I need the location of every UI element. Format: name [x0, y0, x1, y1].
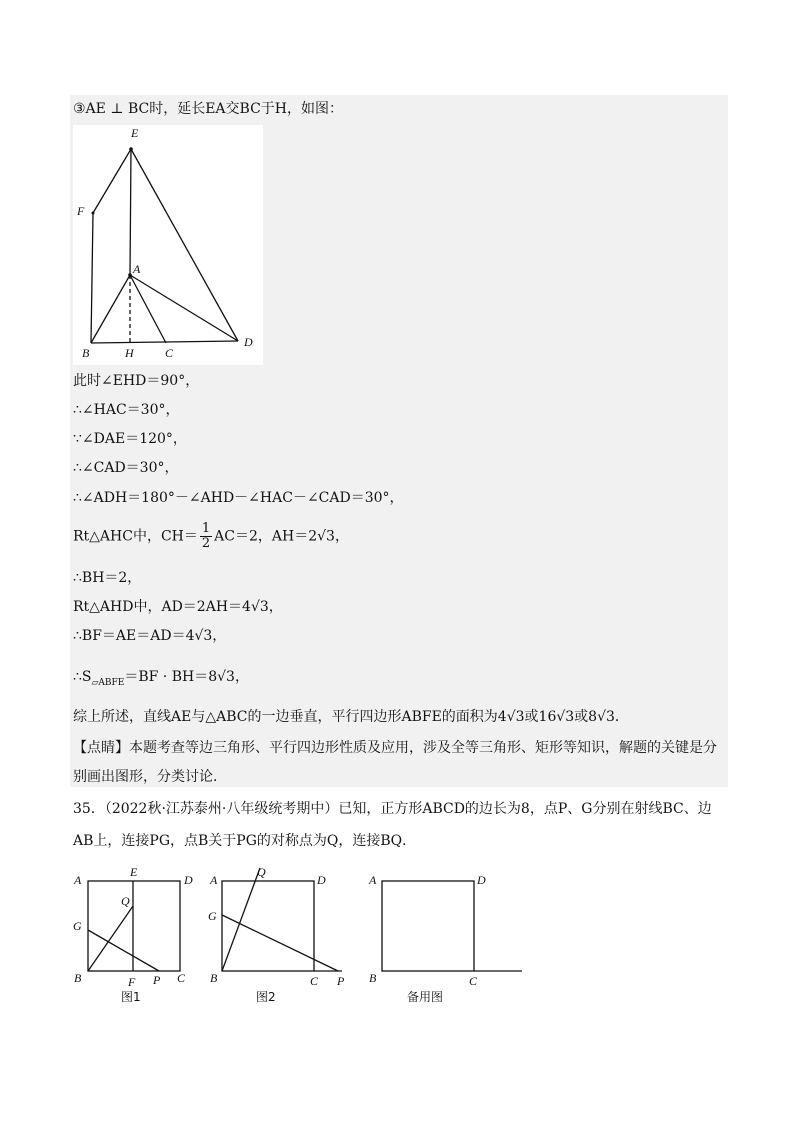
fig1-label-G: G: [73, 919, 82, 933]
fig1-label-Q: Q: [121, 894, 130, 908]
solution-line-10: ∴BF＝AE＝AD＝4√3，: [73, 628, 227, 644]
square-ABCD-fig3: [382, 881, 474, 971]
solution-line-8: ∴BH＝2，: [73, 570, 142, 586]
segment-FB: [91, 213, 93, 343]
point-E: [129, 147, 133, 151]
line11-subscript: ▱ABFE: [91, 678, 125, 688]
square-ABCD-fig2: [222, 881, 314, 971]
fig2-label-A: A: [210, 873, 218, 887]
problem-line-2: AB上，连接PG，点B关于PG的对称点为Q，连接BQ．: [73, 833, 417, 849]
label-H: H: [125, 346, 134, 360]
solution-line-4: ∵∠DAE＝120°，: [73, 431, 187, 447]
solution-line-6: ∴∠ADH＝180°－∠AHD－∠HAC－∠CAD＝30°，: [73, 490, 404, 506]
fig1-label-C: C: [177, 971, 186, 985]
fig1-label-E: E: [130, 865, 138, 879]
fig1-label-A: A: [74, 873, 82, 887]
line11-suffix: ＝BF · BH＝8√3，: [124, 669, 249, 685]
fig3-label-C: C: [469, 974, 478, 988]
fig1-label-D: D: [184, 873, 193, 887]
solution-line-11: [73, 668, 249, 692]
figure-1: [88, 881, 180, 971]
square-ABCD-fig1: [88, 881, 180, 971]
label-D: D: [244, 335, 253, 349]
segment-ED: [131, 149, 238, 341]
solution-line-13: 【点睛】本题考查等边三角形、平行四边形性质及应用，涉及全等三角形、矩形等知识，解题的关键是分: [73, 740, 717, 756]
solution-line-7: [73, 522, 349, 551]
line7-suffix: AC＝2，AH＝2√3，: [214, 528, 349, 545]
segment-EA: [130, 149, 131, 275]
figure-3-caption: 备用图: [407, 990, 444, 1004]
solution-line-14: 别画出图形，分类讨论．: [73, 769, 227, 785]
figure-triangle-svg: [73, 125, 263, 365]
label-A: A: [133, 262, 141, 276]
segment-GP-fig2: [222, 915, 338, 971]
fig2-label-Q: Q: [257, 865, 266, 879]
label-F: F: [77, 204, 85, 218]
figure-2-caption: 图2: [256, 990, 276, 1004]
fig3-label-D: D: [477, 873, 486, 887]
solution-line-5: ∴∠CAD＝30°，: [73, 460, 179, 476]
label-C: C: [165, 346, 174, 360]
solution-line-2: 此时∠EHD＝90°，: [73, 373, 200, 389]
figure-triangle-parallelogram: [73, 125, 263, 365]
square-figures-svg: [60, 860, 540, 1010]
segment-BQ-fig2: [222, 868, 260, 971]
fig2-label-B: B: [210, 971, 218, 985]
fig2-label-G: G: [208, 909, 217, 923]
label-E: E: [131, 126, 139, 140]
point-A: [128, 273, 132, 277]
line11-prefix: ∴S: [73, 669, 92, 685]
label-B: B: [82, 346, 90, 360]
solution-line-1: ③AE ⊥ BC时，延长EA交BC于H，如图：: [73, 101, 344, 117]
segment-AB: [91, 275, 130, 343]
figure-3: [382, 881, 522, 971]
fig2-label-D: D: [317, 873, 326, 887]
segment-AD: [130, 275, 238, 341]
solution-line-12: 综上所述，直线AE与△ABC的一边垂直，平行四边形ABFE的面积为4√3或16√3或8√3．: [73, 709, 629, 725]
figure-1-caption: 图1: [121, 990, 141, 1004]
point-F: [92, 212, 95, 215]
fraction-denominator: 2: [201, 536, 211, 551]
fig2-label-C: C: [310, 974, 319, 988]
fraction-one-half: [200, 522, 212, 551]
fraction-numerator: 1: [201, 521, 211, 536]
solution-line-9: Rt△AHD中，AD＝2AH＝4√3，: [73, 599, 283, 615]
fig2-label-P: P: [337, 974, 345, 988]
line7-prefix: Rt△AHC中，CH＝: [73, 528, 198, 545]
solution-line-3: ∴∠HAC＝30°，: [73, 402, 180, 418]
segment-BQ-fig1: [88, 906, 133, 971]
fig3-label-B: B: [369, 971, 377, 985]
fig1-label-F: F: [128, 975, 136, 989]
segment-GP-fig1: [88, 930, 159, 971]
fig3-label-A: A: [369, 873, 377, 887]
segment-EF: [93, 149, 131, 213]
segment-AC: [130, 275, 166, 343]
fig1-label-B: B: [74, 971, 82, 985]
fig1-label-P: P: [153, 973, 161, 987]
problem-line-1: 35．（2022秋·江苏泰州·八年级统考期中）已知，正方形ABCD的边长为8，点P、G分别在射线BC、边: [73, 801, 712, 817]
